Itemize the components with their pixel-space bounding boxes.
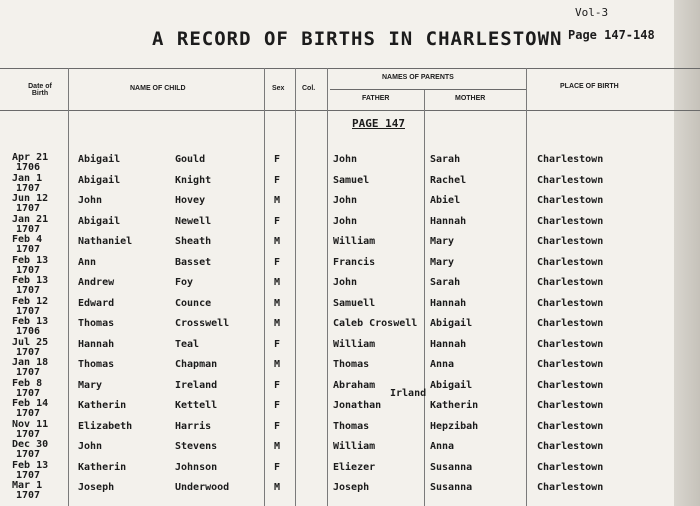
row-mother: Mary [430, 236, 455, 247]
row-first-name: John [78, 441, 103, 452]
header-top-rule [0, 68, 700, 69]
row-year: 1707 [16, 346, 41, 358]
row-father: John [333, 154, 358, 165]
table-row [0, 378, 700, 398]
row-father: Caleb Croswell [333, 318, 418, 329]
row-last-name: Harris [175, 420, 212, 432]
row-last-name: Stevens [175, 441, 218, 452]
row-sex: F [274, 461, 281, 473]
header-name: NAME OF CHILD [130, 85, 186, 92]
header-mother: MOTHER [455, 95, 486, 102]
row-mother: Katherin [430, 400, 479, 411]
header-col: Col. [302, 85, 316, 92]
row-sex: F [274, 379, 281, 391]
row-last-name: Chapman [175, 359, 218, 370]
row-place: Charlestown [537, 174, 604, 186]
row-place: Charlestown [537, 154, 604, 165]
row-place: Charlestown [537, 195, 604, 206]
table-row [0, 234, 700, 254]
row-first-name: Hannah [78, 338, 115, 350]
row-sex: F [274, 420, 281, 432]
row-sex: F [274, 174, 281, 186]
row-sex: F [274, 338, 281, 350]
table-row [0, 480, 700, 500]
table-row [0, 173, 700, 193]
row-father: Abraham [333, 379, 376, 391]
row-last-name: Ireland [175, 379, 218, 391]
row-date: Jan 18 [12, 357, 49, 368]
volume-label: Vol-3 [575, 6, 609, 19]
table-row [0, 193, 700, 213]
header-father: FATHER [362, 95, 390, 102]
row-place: Charlestown [537, 359, 604, 370]
row-year: 1707 [16, 367, 41, 378]
row-last-name: Newell [175, 215, 212, 227]
row-last-name: Counce [175, 297, 212, 309]
header-place: PLACE OF BIRTH [560, 83, 619, 90]
row-first-name: Mary [78, 379, 103, 391]
row-mother: Hannah [430, 215, 467, 227]
row-father: John [333, 277, 358, 288]
row-sex: M [274, 359, 281, 370]
row-date: Feb 13 [12, 459, 49, 471]
row-first-name: Abigail [78, 215, 121, 227]
row-father: Joseph [333, 482, 370, 493]
row-first-name: Thomas [78, 359, 115, 370]
row-year: 1707 [16, 469, 41, 481]
row-year: 1707 [16, 203, 41, 214]
row-sex: M [274, 277, 281, 288]
page-title: A RECORD OF BIRTHS IN CHARLESTOWN [152, 28, 563, 50]
row-year: 1706 [16, 162, 41, 173]
table-row [0, 316, 700, 336]
row-year: 1707 [16, 490, 41, 501]
row-place: Charlestown [537, 338, 604, 350]
row-last-name: Underwood [175, 482, 230, 493]
table-row [0, 214, 700, 234]
row-father-extra: Irland [390, 387, 427, 399]
row-date: Jul 25 [12, 336, 49, 348]
row-father: William [333, 338, 376, 350]
row-year: 1707 [16, 387, 41, 399]
row-mother: Abiel [430, 195, 461, 206]
row-year: 1707 [16, 182, 41, 194]
row-last-name: Crosswell [175, 318, 230, 329]
row-first-name: Abigail [78, 174, 121, 186]
row-father: Samuell [333, 297, 376, 309]
row-year: 1707 [16, 428, 41, 440]
row-father: Thomas [333, 420, 370, 432]
row-first-name: Elizabeth [78, 420, 133, 432]
row-sex: M [274, 236, 281, 247]
row-place: Charlestown [537, 441, 604, 452]
row-first-name: Abigail [78, 154, 121, 165]
row-last-name: Foy [175, 277, 194, 288]
row-first-name: John [78, 195, 103, 206]
row-sex: M [274, 297, 281, 309]
header-bottom-rule [0, 110, 700, 111]
row-sex: F [274, 215, 281, 227]
row-last-name: Gould [175, 154, 206, 165]
header-parents: NAMES OF PARENTS [382, 74, 454, 81]
row-date: Mar 1 [12, 480, 43, 491]
row-year: 1707 [16, 449, 41, 460]
row-mother: Hepzibah [430, 420, 479, 432]
row-year: 1706 [16, 326, 41, 337]
row-place: Charlestown [537, 236, 604, 247]
row-mother: Susanna [430, 482, 473, 493]
row-year: 1707 [16, 285, 41, 296]
row-date: Jan 1 [12, 172, 43, 184]
row-last-name: Teal [175, 338, 200, 350]
row-first-name: Thomas [78, 318, 115, 329]
row-father: William [333, 441, 376, 452]
row-date: Feb 12 [12, 295, 49, 307]
table-row [0, 398, 700, 418]
row-last-name: Sheath [175, 236, 212, 247]
row-date: Feb 14 [12, 398, 49, 409]
row-mother: Anna [430, 359, 455, 370]
row-sex: F [274, 400, 281, 411]
table-row [0, 419, 700, 439]
row-place: Charlestown [537, 277, 604, 288]
table-row [0, 152, 700, 172]
row-date: Apr 21 [12, 152, 49, 163]
row-sex: M [274, 482, 281, 493]
row-father: John [333, 195, 358, 206]
row-date: Feb 4 [12, 234, 43, 245]
row-date: Feb 13 [12, 254, 49, 266]
table-row [0, 460, 700, 480]
row-date: Feb 13 [12, 316, 49, 327]
row-date: Jun 12 [12, 193, 49, 204]
row-mother: Hannah [430, 338, 467, 350]
row-sex: F [274, 154, 281, 165]
row-last-name: Knight [175, 174, 212, 186]
row-first-name: Katherin [78, 400, 127, 411]
row-year: 1707 [16, 244, 41, 255]
row-mother: Hannah [430, 297, 467, 309]
row-father: Samuel [333, 174, 370, 186]
row-first-name: Nathaniel [78, 236, 133, 247]
table-row [0, 337, 700, 357]
header-date: Date of Birth [28, 83, 52, 97]
row-place: Charlestown [537, 256, 604, 268]
row-first-name: Katherin [78, 461, 127, 473]
table-row [0, 296, 700, 316]
row-date: Dec 30 [12, 439, 49, 450]
row-place: Charlestown [537, 482, 604, 493]
table-row [0, 275, 700, 295]
row-last-name: Johnson [175, 461, 218, 473]
table-row [0, 439, 700, 459]
row-mother: Susanna [430, 461, 473, 473]
row-father: Thomas [333, 359, 370, 370]
row-place: Charlestown [537, 420, 604, 432]
row-date: Feb 13 [12, 275, 49, 286]
row-first-name: Andrew [78, 277, 115, 288]
page-range: Page 147-148 [568, 28, 655, 42]
row-place: Charlestown [537, 318, 604, 329]
row-place: Charlestown [537, 400, 604, 411]
table-row [0, 357, 700, 377]
row-year: 1707 [16, 223, 41, 235]
row-place: Charlestown [537, 461, 604, 473]
row-sex: M [274, 195, 281, 206]
row-place: Charlestown [537, 215, 604, 227]
row-date: Jan 21 [12, 213, 49, 225]
row-last-name: Kettell [175, 400, 218, 411]
page-section-label: PAGE 147 [352, 117, 405, 130]
row-sex: F [274, 256, 281, 268]
row-year: 1707 [16, 305, 41, 317]
row-first-name: Edward [78, 297, 115, 309]
row-first-name: Joseph [78, 482, 115, 493]
row-year: 1707 [16, 264, 41, 276]
row-sex: M [274, 441, 281, 452]
row-last-name: Basset [175, 256, 212, 268]
row-place: Charlestown [537, 379, 604, 391]
row-mother: Mary [430, 256, 455, 268]
row-date: Nov 11 [12, 418, 49, 430]
row-mother: Anna [430, 441, 455, 452]
row-place: Charlestown [537, 297, 604, 309]
row-mother: Sarah [430, 154, 461, 165]
row-first-name: Ann [78, 256, 97, 268]
row-mother: Rachel [430, 174, 467, 186]
row-year: 1707 [16, 408, 41, 419]
row-father: William [333, 236, 376, 247]
row-father: Jonathan [333, 400, 382, 411]
row-mother: Abigail [430, 379, 473, 391]
row-father: John [333, 215, 358, 227]
row-father: Francis [333, 256, 376, 268]
row-sex: M [274, 318, 281, 329]
header-sex: Sex [272, 85, 285, 92]
row-date: Feb 8 [12, 377, 43, 389]
parents-sub-rule [330, 89, 526, 90]
row-mother: Abigail [430, 318, 473, 329]
row-father: Eliezer [333, 461, 376, 473]
row-last-name: Hovey [175, 195, 206, 206]
table-row [0, 255, 700, 275]
row-mother: Sarah [430, 277, 461, 288]
